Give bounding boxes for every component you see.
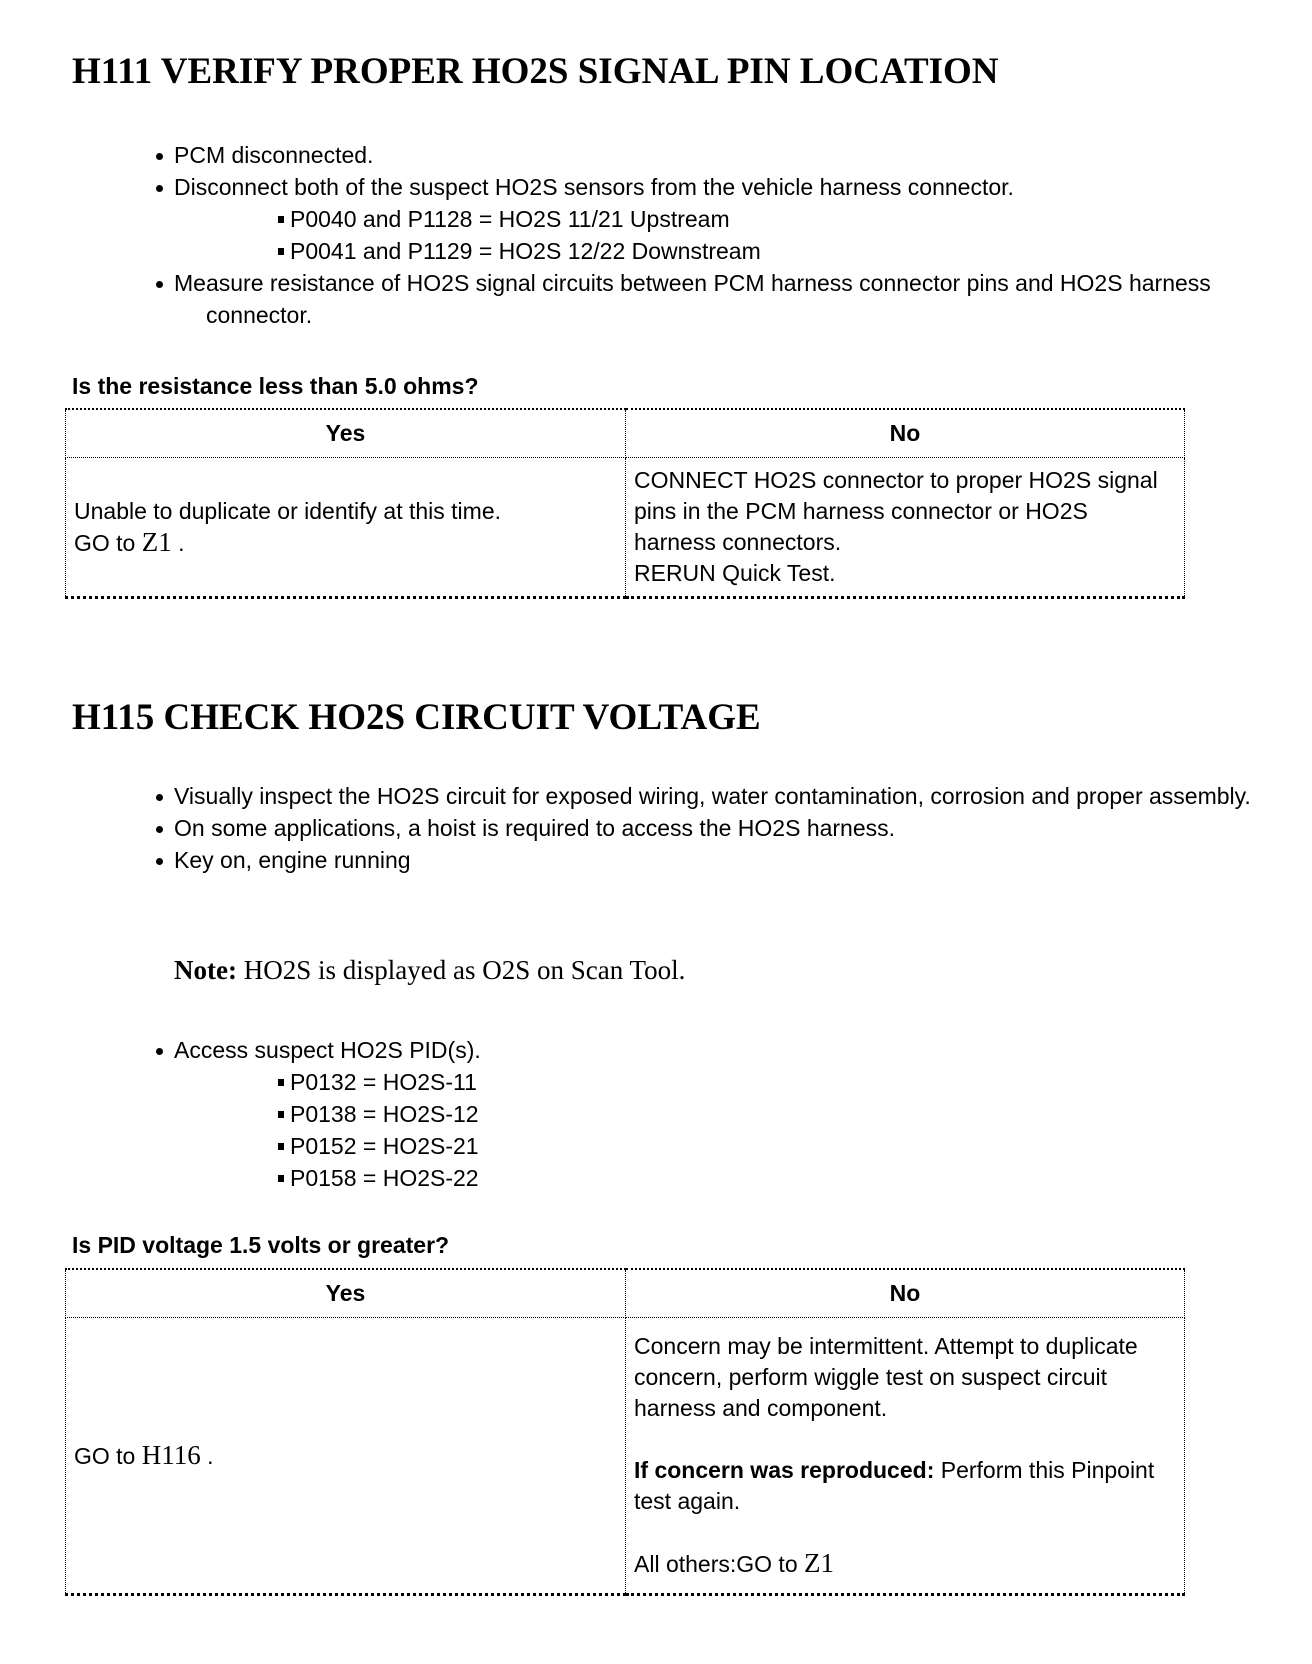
bullet-icon (156, 1048, 163, 1055)
list-item: PCM disconnected. (150, 139, 1284, 171)
pid-sublist (174, 1066, 481, 1194)
bullet-icon (156, 281, 163, 288)
bullet-icon (156, 826, 163, 833)
square-bullet-icon (278, 1079, 284, 1086)
yes-column-header: Yes (66, 409, 626, 458)
bullet-icon (156, 794, 163, 801)
h111-decision-table (65, 408, 1185, 599)
yes-cell (66, 1318, 626, 1595)
sub-list-item: P0132 = HO2S-11 (278, 1066, 481, 1098)
go-to-instruction: GO to H116 . (74, 1439, 214, 1470)
go-to-instruction: All others:GO to Z1 (634, 1548, 835, 1578)
square-bullet-icon (278, 1111, 284, 1118)
list-item: Key on, engine running (150, 844, 1304, 876)
note-label: Note: (174, 955, 237, 985)
sub-list-item: P0138 = HO2S-12 (278, 1098, 481, 1130)
dtc-sublist (174, 203, 1284, 267)
list-item: Disconnect both of the suspect HO2S sensors from the vehicle harness connector. P0040 and P1128 = HO2S 11/21 Upstream P0041 and P1129 = HO2S 12/22 Downstream (150, 171, 1284, 267)
sub-list-item: P0152 = HO2S-21 (278, 1130, 481, 1162)
bullet-icon (156, 153, 163, 160)
list-item: Access suspect HO2S PID(s). P0132 = HO2S-11 P0138 = HO2S-12 P0152 = HO2S-21 P0158 = HO2S-22 (150, 1034, 481, 1194)
yes-cell: Unable to duplicate or identify at this time. GO to Z1 . (66, 458, 626, 598)
no-column-header: No (626, 1269, 1185, 1318)
no-cell: Concern may be intermittent. Attempt to duplicate concern, perform wiggle test on suspect circuit harness and component. If concern was reproduced: Perform this Pinpoint test again. All others:GO to Z1 (626, 1318, 1185, 1595)
h115-decision-table (65, 1268, 1185, 1596)
z1-link[interactable]: Z1 (804, 1548, 835, 1578)
bullet-icon (156, 858, 163, 865)
square-bullet-icon (278, 216, 284, 223)
section-heading-h111: H111 VERIFY PROPER HO2S SIGNAL PIN LOCATION (72, 51, 999, 92)
bullet-icon (156, 185, 163, 192)
go-to-instruction: GO to Z1 . (74, 526, 185, 557)
h115-step-list (150, 780, 1304, 876)
sub-list-item: P0040 and P1128 = HO2S 11/21 Upstream (278, 203, 1284, 235)
sub-list-item: P0041 and P1129 = HO2S 12/22 Downstream (278, 235, 1284, 267)
section-heading-h115: H115 CHECK HO2S CIRCUIT VOLTAGE (72, 697, 761, 738)
h111-step-list (150, 139, 1284, 331)
list-item: On some applications, a hoist is required to access the HO2S harness. (150, 812, 1304, 844)
reproduced-label: If concern was reproduced: (634, 1457, 935, 1483)
no-cell: CONNECT HO2S connector to proper HO2S signal pins in the PCM harness connector or HO2S harness connectors. RERUN Quick Test. (626, 458, 1185, 598)
h111-question: Is the resistance less than 5.0 ohms? (72, 373, 479, 399)
no-column-header: No (626, 409, 1185, 458)
note: Note: HO2S is displayed as O2S on Scan Tool. (174, 955, 686, 985)
z1-link[interactable]: Z1 (141, 526, 172, 557)
list-item: Measure resistance of HO2S signal circuits between PCM harness connector pins and HO2S harness connector. (150, 267, 1284, 331)
square-bullet-icon (278, 248, 284, 255)
h116-link[interactable]: H116 (141, 1439, 201, 1470)
h115-pid-list (150, 1034, 481, 1194)
list-item: Visually inspect the HO2S circuit for exposed wiring, water contamination, corrosion and proper assembly. (150, 780, 1304, 812)
square-bullet-icon (278, 1175, 284, 1182)
h115-question: Is PID voltage 1.5 volts or greater? (72, 1232, 450, 1258)
yes-column-header: Yes (66, 1269, 626, 1318)
square-bullet-icon (278, 1143, 284, 1150)
sub-list-item: P0158 = HO2S-22 (278, 1162, 481, 1194)
